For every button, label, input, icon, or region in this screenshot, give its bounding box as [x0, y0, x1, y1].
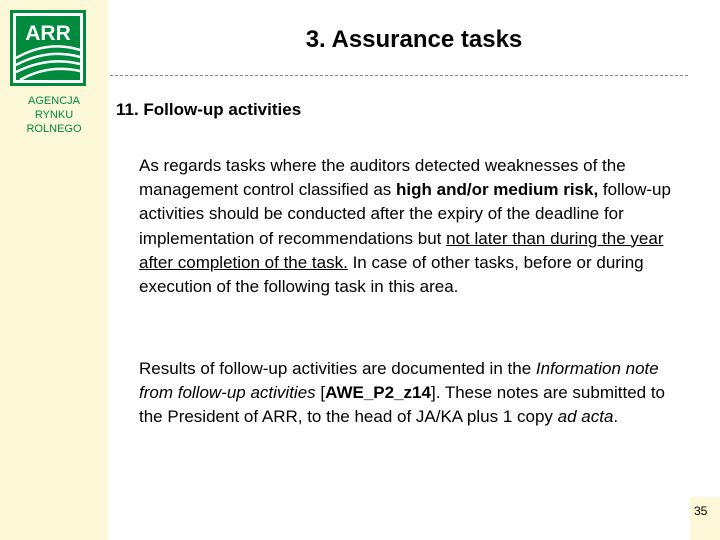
p2-text-a: Results of follow-up activities are documented in the: [139, 359, 536, 378]
p1-text-c: follow-up activities should be conducted after the expiry of the deadline for implementation of recommendations but: [139, 180, 671, 248]
agency-name: [0, 94, 108, 136]
section-subtitle: 11. Follow-up activities: [116, 100, 302, 119]
page-title: 3. Assurance tasks: [305, 26, 523, 53]
p2-text-c: [: [315, 383, 326, 403]
p2-bold-form-code: AWE_P2_z14: [325, 383, 431, 403]
p2-text-g: .: [613, 407, 619, 427]
logo-text: ARR: [25, 22, 71, 45]
p2-italic-ad-acta: ad acta: [557, 407, 614, 427]
page-number: 35: [694, 504, 708, 518]
agency-line-1: AGENCJA: [28, 95, 80, 107]
p2-text-e: ]. These notes are submitted to the President of ARR, to the head of JA/KA plus 1 copy: [139, 383, 666, 427]
agency-line-2: RYNKU: [34, 109, 74, 121]
title-divider: [110, 75, 688, 76]
p1-underlined-deadline: not later than during the year after completion of the task.: [139, 228, 664, 272]
p1-bold-risk: high and/or medium risk,: [396, 180, 599, 200]
agency-line-3: ROLNEGO: [26, 123, 82, 135]
p1-text-e: In case of other tasks, before or during execution of the following task in this area.: [139, 252, 644, 297]
arr-logo-icon: [10, 10, 86, 86]
p2-italic-note-title: Information note from follow-up activities: [139, 359, 659, 403]
paragraph-follow-up-timing: [139, 154, 689, 299]
p1-text-a: As regards tasks where the auditors detected weaknesses of the management control classified as: [139, 156, 626, 200]
paragraph-documentation: [139, 357, 689, 430]
